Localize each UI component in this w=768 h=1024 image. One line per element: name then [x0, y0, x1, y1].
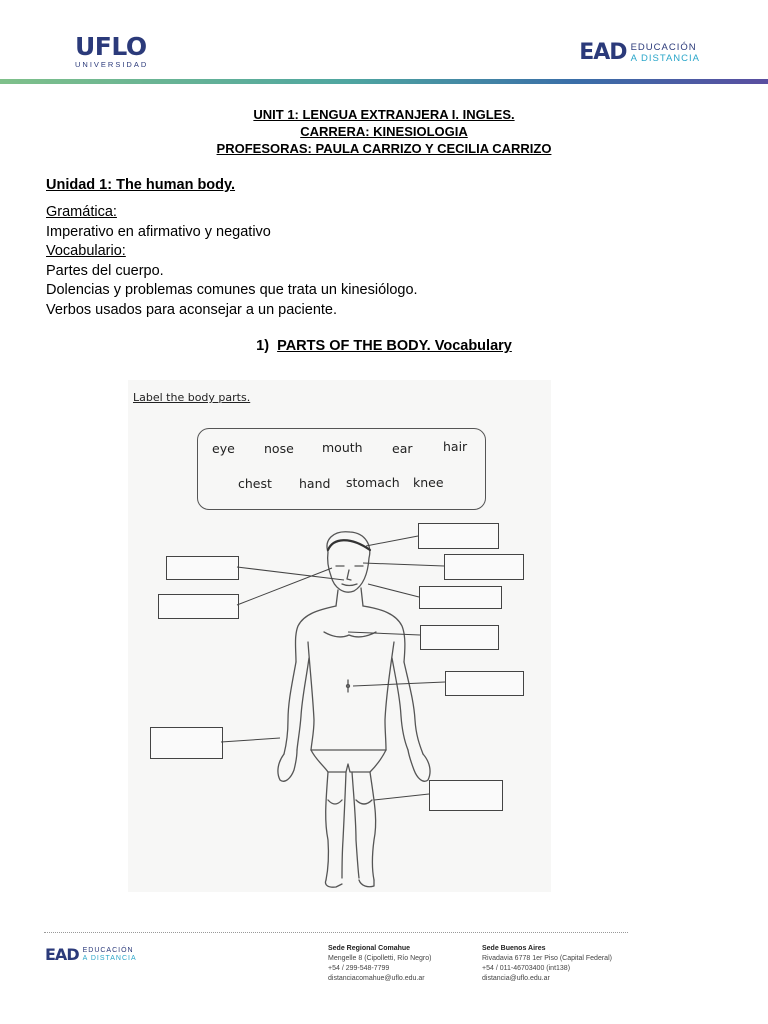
footer-ead-mark: EAD — [45, 945, 79, 964]
unit-description — [46, 203, 418, 320]
ead-logo-line1: EDUCACIÓN — [630, 41, 697, 53]
comahue-phone: +54 / 299-548-7799 — [328, 965, 390, 972]
word-bank-item: hand — [299, 476, 331, 491]
footer-ead-line2: A DISTANCIA — [82, 954, 137, 962]
unit-heading-text: Unidad 1: The human body — [46, 177, 232, 193]
word-bank-item: nose — [264, 441, 294, 456]
section-number: 1) — [256, 338, 270, 354]
title-teachers: PROFESORAS: PAULA CARRIZO Y CECILIA CARRIZO — [216, 141, 552, 156]
section-label: PARTS OF THE BODY. Vocabulary — [277, 338, 512, 354]
ead-logo-line2: A DISTANCIA — [630, 52, 700, 64]
footer-comahue-contact — [328, 944, 432, 984]
uflo-logo-name: UFLO — [75, 32, 147, 61]
word-bank-item: ear — [392, 441, 413, 456]
ead-logo — [579, 40, 700, 65]
grammar-label: Gramática: — [46, 204, 117, 220]
ead-logo-mark: EAD — [579, 40, 627, 65]
footer-ead-text — [83, 947, 137, 963]
ead-logo-text — [631, 42, 700, 64]
word-bank-item: knee — [413, 475, 444, 490]
buenos-aires-phone: +54 / 011-46703400 (int138) — [482, 965, 571, 972]
footer-ead-line1: EDUCACIÓN — [82, 946, 134, 954]
word-bank-item: eye — [212, 441, 235, 456]
title-unit: UNIT 1: LENGUA EXTRANJERA I. INGLES. — [253, 107, 515, 122]
uflo-logo-subtitle: UNIVERSIDAD — [75, 60, 149, 69]
uflo-logo — [75, 34, 148, 69]
vocabulary-label: Vocabulario: — [46, 243, 126, 259]
word-bank-item: mouth — [322, 440, 363, 455]
pointer-lines — [128, 380, 551, 892]
unit-heading-period: . — [231, 177, 236, 193]
buenos-aires-heading: Sede Buenos Aires — [482, 945, 546, 952]
comahue-heading: Sede Regional Comahue — [328, 945, 411, 952]
title-career: CARRERA: KINESIOLOGIA — [300, 124, 468, 139]
footer-buenos-aires-contact — [482, 944, 612, 984]
unit-heading — [46, 177, 235, 193]
word-bank-item: chest — [238, 476, 272, 491]
grammar-text: Imperativo en afirmativo y negativo — [46, 223, 271, 240]
buenos-aires-email: distancia@uflo.edu.ar — [482, 975, 550, 982]
vocabulary-item: Verbos usados para aconsejar a un paciente. — [46, 301, 338, 318]
section-heading — [0, 338, 768, 354]
document-title — [0, 106, 768, 157]
footer-ead-logo — [45, 945, 137, 964]
word-bank-item: hair — [443, 439, 468, 454]
header-color-band — [0, 79, 768, 84]
buenos-aires-address: Rivadavia 6778 1er Piso (Capital Federal) — [482, 955, 612, 962]
comahue-address: Mengelle 8 (Cipolletti, Río Negro) — [328, 955, 432, 962]
comahue-email: distanciacomahue@uflo.edu.ar — [328, 975, 425, 982]
word-bank-item: stomach — [346, 475, 400, 490]
body-parts-worksheet — [128, 380, 551, 892]
vocabulary-item: Partes del cuerpo. — [46, 262, 164, 279]
vocabulary-item: Dolencias y problemas comunes que trata un kinesiólogo. — [46, 282, 418, 298]
footer-divider — [44, 932, 628, 933]
worksheet-title: Label the body parts. — [133, 391, 251, 404]
